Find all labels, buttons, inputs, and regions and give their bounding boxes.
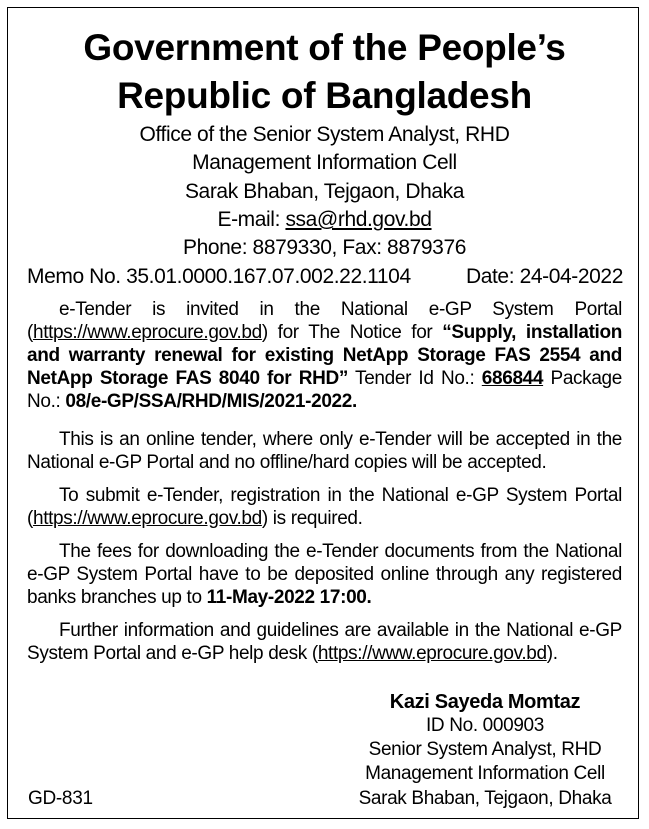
online-tender-text: This is an online tender, where only e-Tender will be accepted in the National e-GP Portal and no offline/hard copies will be accepted. [27, 429, 622, 473]
email-line [0, 207, 649, 233]
signatory-designation: Senior System Analyst, RHD [368, 739, 602, 760]
deadline: 11-May-2022 17:00. [206, 587, 372, 608]
text: ) for The Notice for [261, 322, 443, 343]
paragraph-registration [27, 484, 622, 530]
office-name: Office of the Senior System Analyst, RHD [139, 123, 510, 146]
text: Package No.: [27, 368, 622, 412]
text: ). [546, 643, 558, 664]
email-link[interactable]: ssa@rhd.gov.bd [285, 208, 432, 231]
paragraph-further-info [27, 619, 622, 665]
title-line-1: Government of the People’s [83, 27, 566, 68]
cell-name: Management Information Cell [192, 151, 457, 174]
memo-line [27, 264, 623, 290]
office-address: Sarak Bhaban, Tejgaon, Dhaka [184, 180, 465, 203]
eprocure-link[interactable]: https://www.eprocure.gov.bd [32, 508, 262, 529]
eprocure-link[interactable]: https://www.eprocure.gov.bd [32, 322, 262, 343]
signatory-cell: Management Information Cell [365, 763, 605, 784]
signatory-id: ID No. 000903 [426, 715, 544, 736]
text: The fees for downloading the e-Tender documents from the National e-GP System Portal have to be deposited online through any registered banks branches up to [27, 541, 622, 608]
package-number: 08/e-GP/SSA/RHD/MIS/2021-2022. [65, 391, 357, 412]
paragraph-tender-invitation [27, 298, 622, 413]
tender-subject: “Supply, installation and warranty renewal for existing NetApp Storage FAS 2554 and NetApp Storage FAS 8040 for RHD” [27, 322, 622, 389]
email-label: E-mail: [217, 208, 286, 231]
text: To submit e-Tender, registration in the National e-GP System Portal ( [27, 485, 622, 529]
text: ) is required. [261, 508, 363, 529]
text: e-Tender is invited in the National e-GP System Portal ( [27, 299, 622, 343]
memo-number: Memo No. 35.01.0000.167.07.002.22.1104 [27, 265, 411, 288]
paragraph-fees [27, 540, 622, 609]
signatory-address: Sarak Bhaban, Tejgaon, Dhaka [358, 788, 612, 809]
eprocure-link[interactable]: https://www.eprocure.gov.bd [317, 643, 547, 664]
tender-id: 686844 [481, 368, 544, 389]
memo-date: Date: 24-04-2022 [465, 265, 623, 288]
phone-fax: Phone: 8879330, Fax: 8879376 [182, 236, 467, 259]
signatory-name: Kazi Sayeda Momtaz [389, 691, 581, 713]
text: Tender Id No.: [348, 368, 482, 389]
paragraph-online-tender [27, 428, 622, 474]
gd-code: GD-831 [28, 788, 93, 809]
title-line-2: Republic of Bangladesh [117, 75, 532, 116]
text: Further information and guidelines are available in the National e-GP System Portal and e-GP help desk ( [27, 620, 622, 664]
